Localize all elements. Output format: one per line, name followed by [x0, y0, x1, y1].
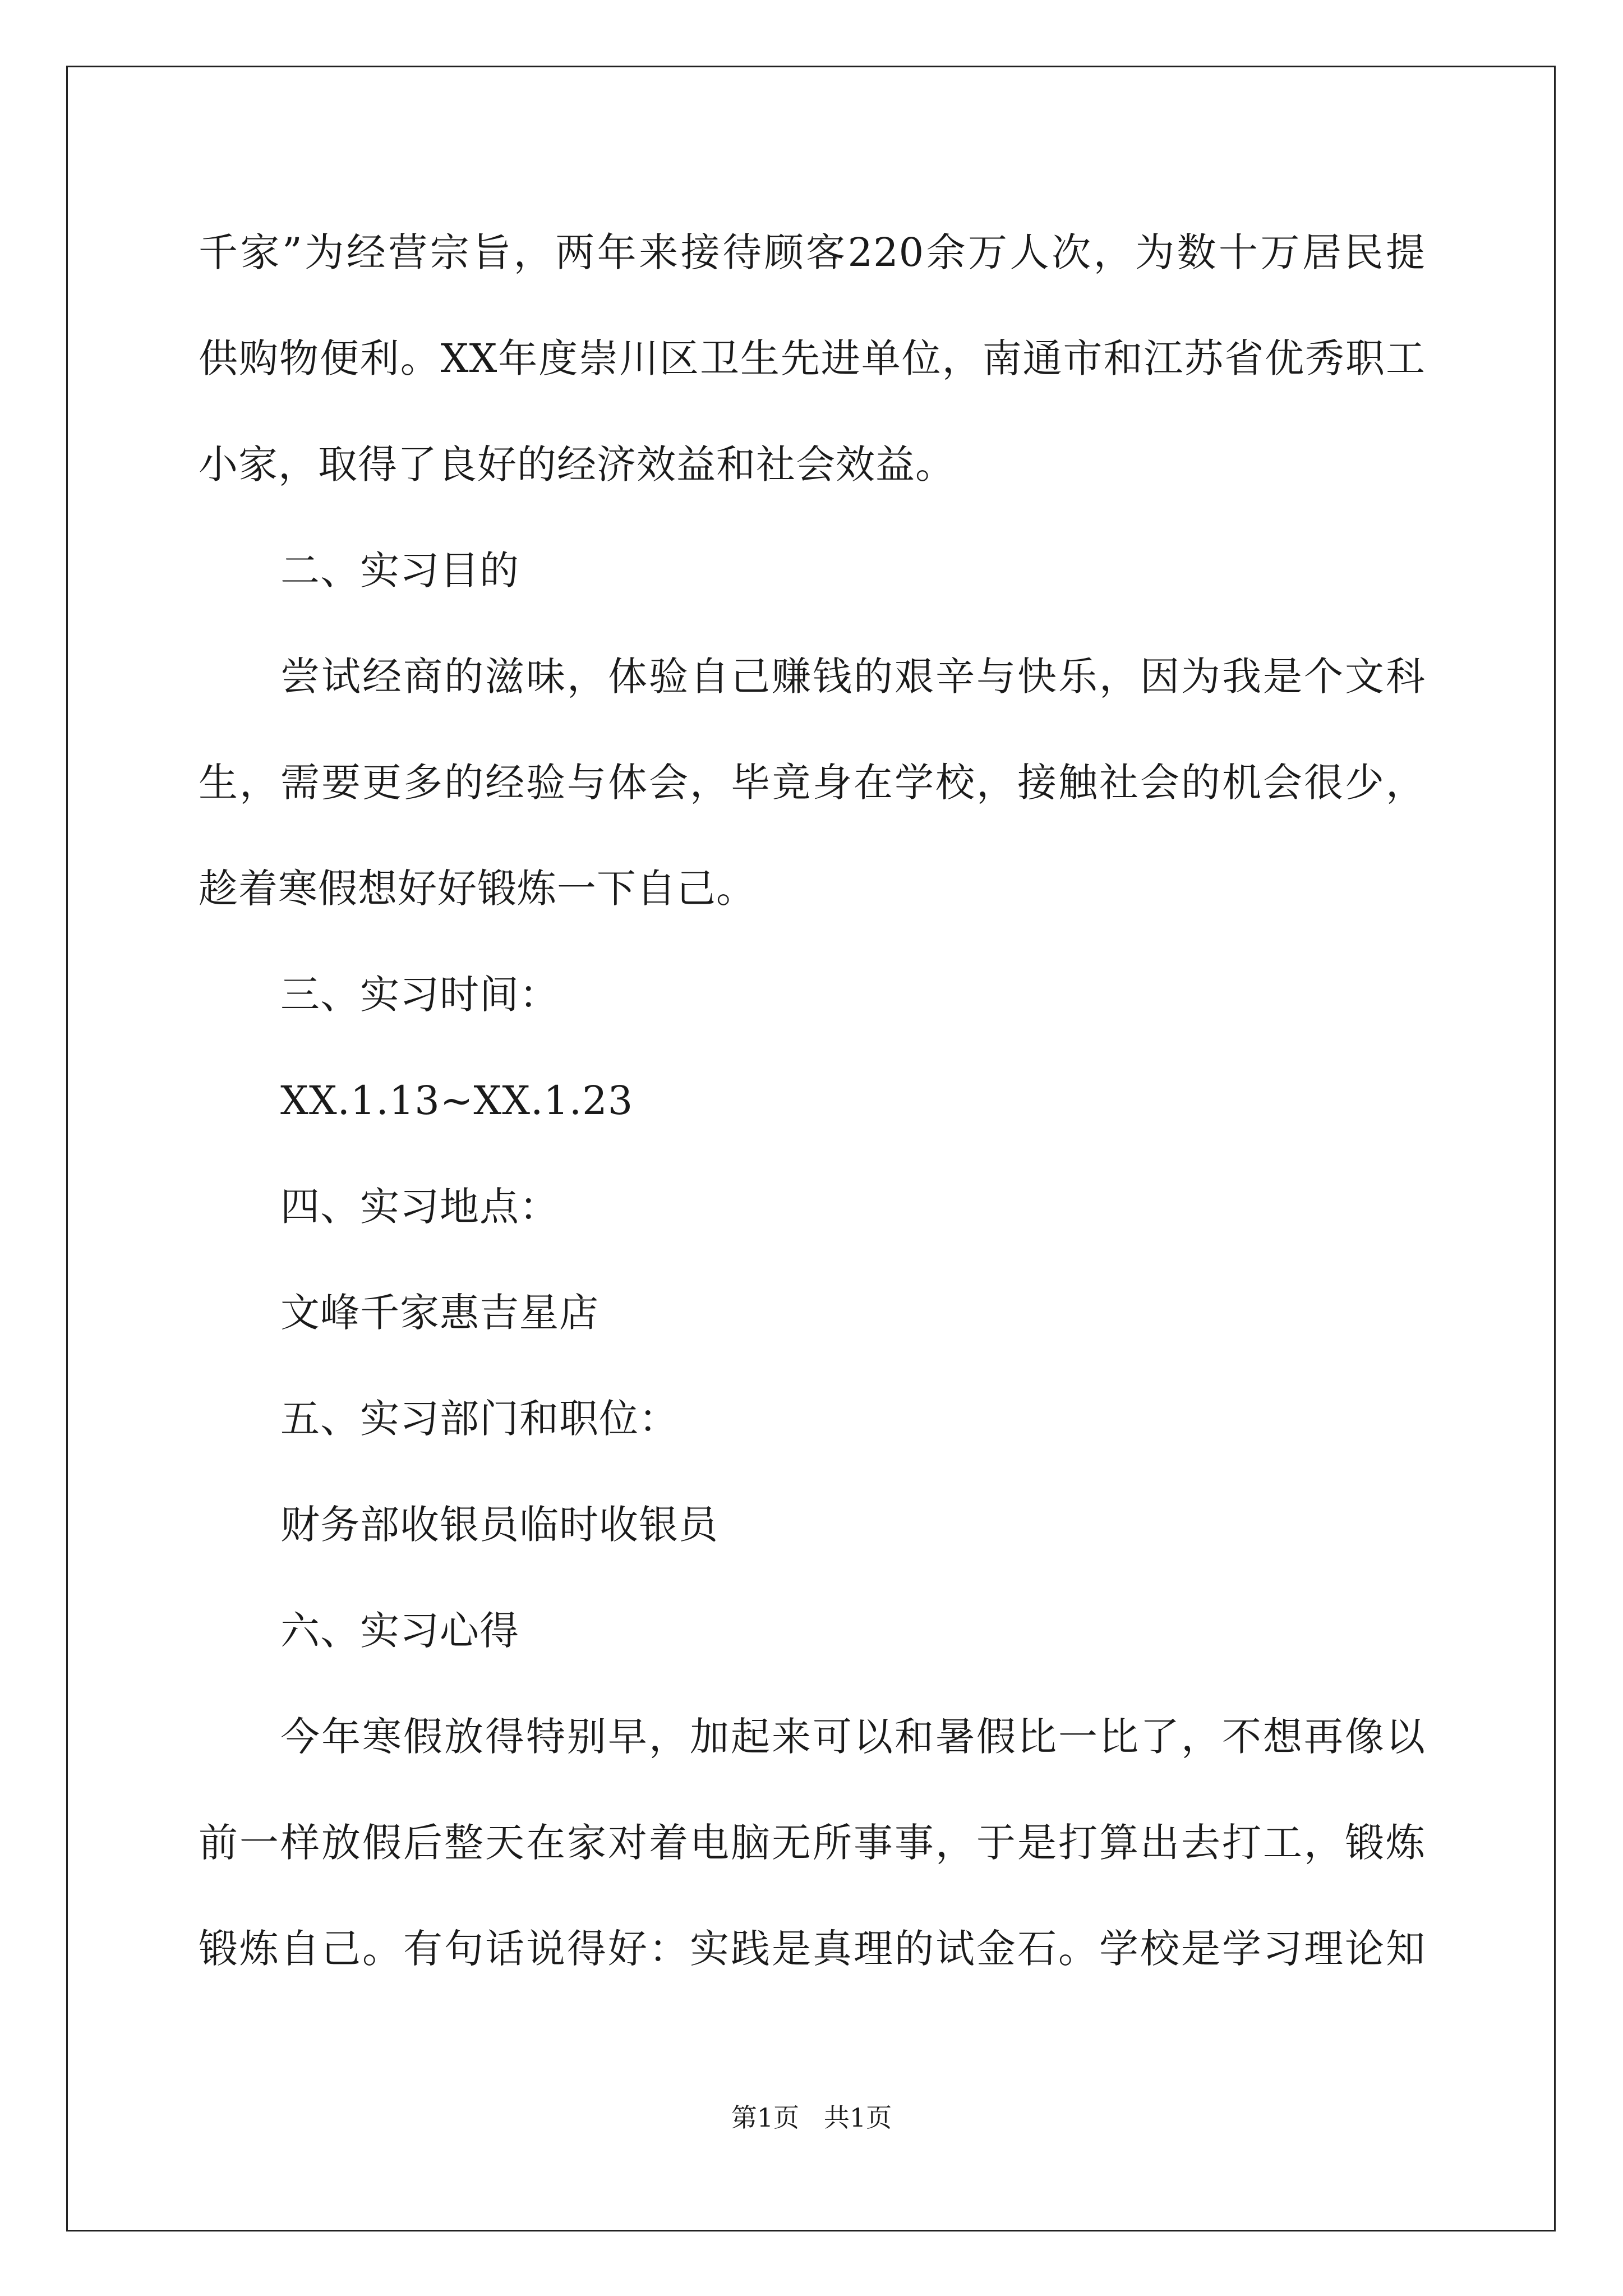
paragraph-line: 千家”为经营宗旨，两年来接待顾客220余万人次，为数十万居民提: [199, 229, 1426, 275]
paragraph-line: 财务部收银员临时收银员: [280, 1502, 718, 1548]
paragraph-line: 生，需要更多的经验与体会，毕竟身在学校，接触社会的机会很少，: [199, 760, 1426, 806]
paragraph-line: 锻炼自己。有句话说得好：实践是真理的试金石。学校是学习理论知: [199, 1926, 1426, 1972]
paragraph-line: 小家，取得了良好的经济效益和社会效益。: [199, 441, 955, 487]
paragraph-line: 尝试经商的滋味，体验自己赚钱的艰辛与快乐，因为我是个文科: [280, 654, 1426, 700]
paragraph-line: 供购物便利。XX年度崇川区卫生先进单位，南通市和江苏省优秀职工: [199, 335, 1426, 381]
document-body: [199, 219, 1426, 2021]
paragraph-line: 前一样放假后整天在家对着电脑无所事事，于是打算出去打工，锻炼: [199, 1820, 1426, 1866]
section-heading: 四、实习地点：: [280, 1184, 559, 1230]
paragraph-line: 文峰千家惠吉星店: [280, 1290, 599, 1336]
paragraph-line: 今年寒假放得特别早，加起来可以和暑假比一比了，不想再像以: [280, 1714, 1426, 1760]
section-heading: 五、实习部门和职位：: [280, 1396, 679, 1442]
section-heading: 六、实习心得: [280, 1608, 519, 1654]
paragraph-line: 趁着寒假想好好锻炼一下自己。: [199, 866, 756, 912]
section-heading: 三、实习时间：: [280, 972, 559, 1018]
paragraph-line: XX.1.13~XX.1.23: [280, 1078, 634, 1124]
section-heading: 二、实习目的: [280, 547, 519, 593]
page-footer: 第1页 共1页: [731, 2102, 892, 2133]
